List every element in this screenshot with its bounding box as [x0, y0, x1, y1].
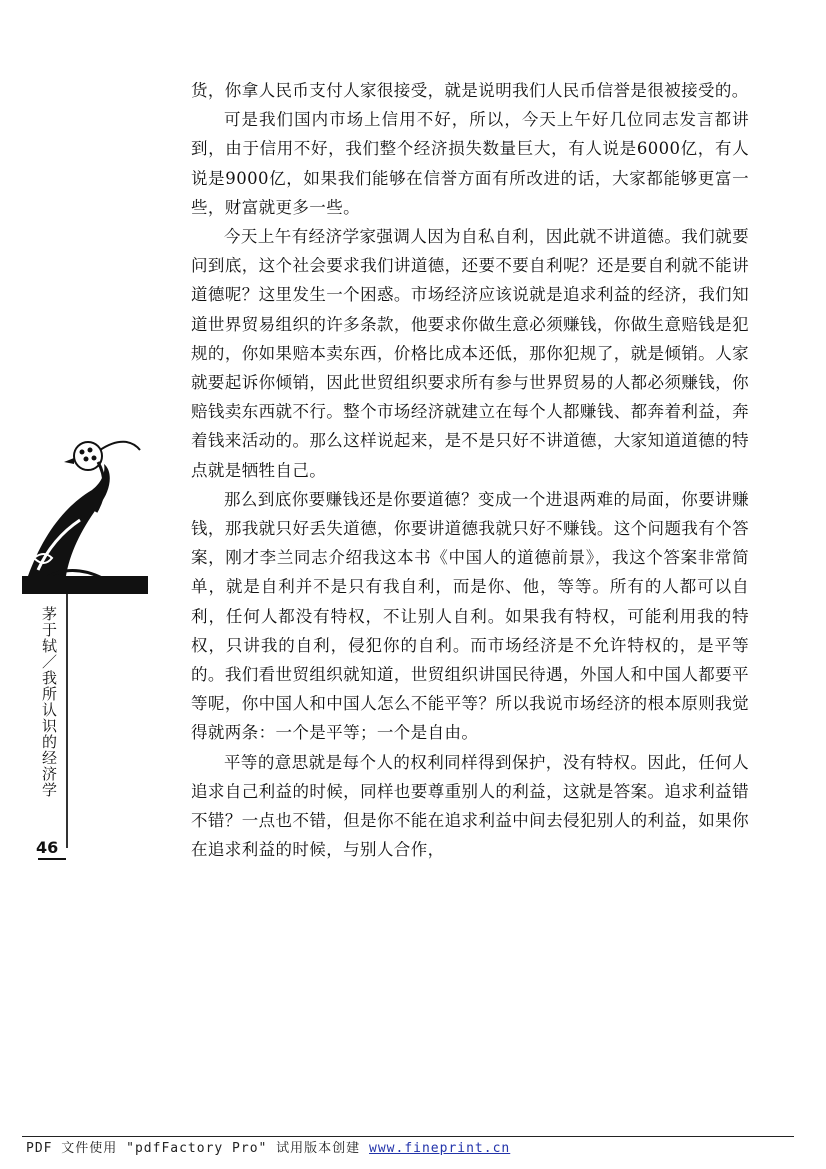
paragraph-5: 平等的意思就是每个人的权利同样得到保护，没有特权。因此，任何人追求自己利益的时候，同样也要尊重别人的利益，这就是答案。追求利益错不错？一点也不错，但是你不能在追求利益中间去侵犯别人的利益，如果你在追求利益的时候，与别人合作，: [191, 752, 749, 860]
page-number: 46: [36, 838, 59, 857]
decorative-bird-icon: [22, 428, 150, 598]
sidebar-bar: [22, 576, 148, 594]
book-title: 茅于轼／我所认识的经济学: [40, 606, 58, 798]
footer: [26, 1137, 510, 1156]
body-text: [191, 76, 749, 864]
footer-text: PDF 文件使用 "pdfFactory Pro" 试用版本创建: [26, 1141, 370, 1156]
paragraph-2: 可是我们国内市场上信用不好，所以，今天上午好几位同志发言都讲到，由于信用不好，我们整个经济损失数量巨大，有人说是6000亿，有人说是9000亿，如果我们能够在信誉方面有所改进的话，大家都能够更富一些，财富就更多一些。: [191, 110, 749, 217]
page-number-underline: [38, 858, 66, 860]
footer-link[interactable]: www.fineprint.cn: [369, 1141, 511, 1156]
sidebar-divider: [66, 594, 68, 848]
paragraph-1: 货，你拿人民币支付人家很接受，就是说明我们人民币信誉是很被接受的。: [191, 81, 749, 100]
paragraph-4: 那么到底你要赚钱还是你要道德？变成一个进退两难的局面，你要讲赚钱，那我就只好丢失道德，你要讲道德我就只好不赚钱。这个问题我有个答案，刚才李兰同志介绍我这本书《中国人的道德前景》，我这个答案非常简单，就是自利并不是只有我自利，而是你、他，等等。所有的人都可以自利，任何人都没有特权，不让别人自利。如果我有特权，可能利用我的特权，只讲我的自利，侵犯你的自利。而市场经济是不允许特权的，是平等的。我们看世贸组织就知道，世贸组织讲国民待遇，外国人和中国人都要平等呢，你中国人和中国人怎么不能平等？所以我说市场经济的根本原则我觉得就两条：一个是平等；一个是自由。: [191, 489, 749, 743]
paragraph-3: 今天上午有经济学家强调人因为自私自利，因此就不讲道德。我们就要问到底，这个社会要求我们讲道德，还要不要自利呢？还是要自利就不能讲道德呢？这里发生一个困惑。市场经济应该说就是追求利益的经济，我们知道世界贸易组织的许多条款，他要求你做生意必须赚钱，你做生意赔钱是犯规的，你如果赔本卖东西，价格比成本还低，那你犯规了，就是倾销。人家就要起诉你倾销，因此世贸组织要求所有参与世界贸易的人都必须赚钱，你赔钱卖东西就不行。整个市场经济就建立在每个人都赚钱、都奔着利益，奔着钱来活动的。那么这样说起来，是不是只好不讲道德，大家知道道德的特点就是牺牲自己。: [191, 227, 749, 480]
